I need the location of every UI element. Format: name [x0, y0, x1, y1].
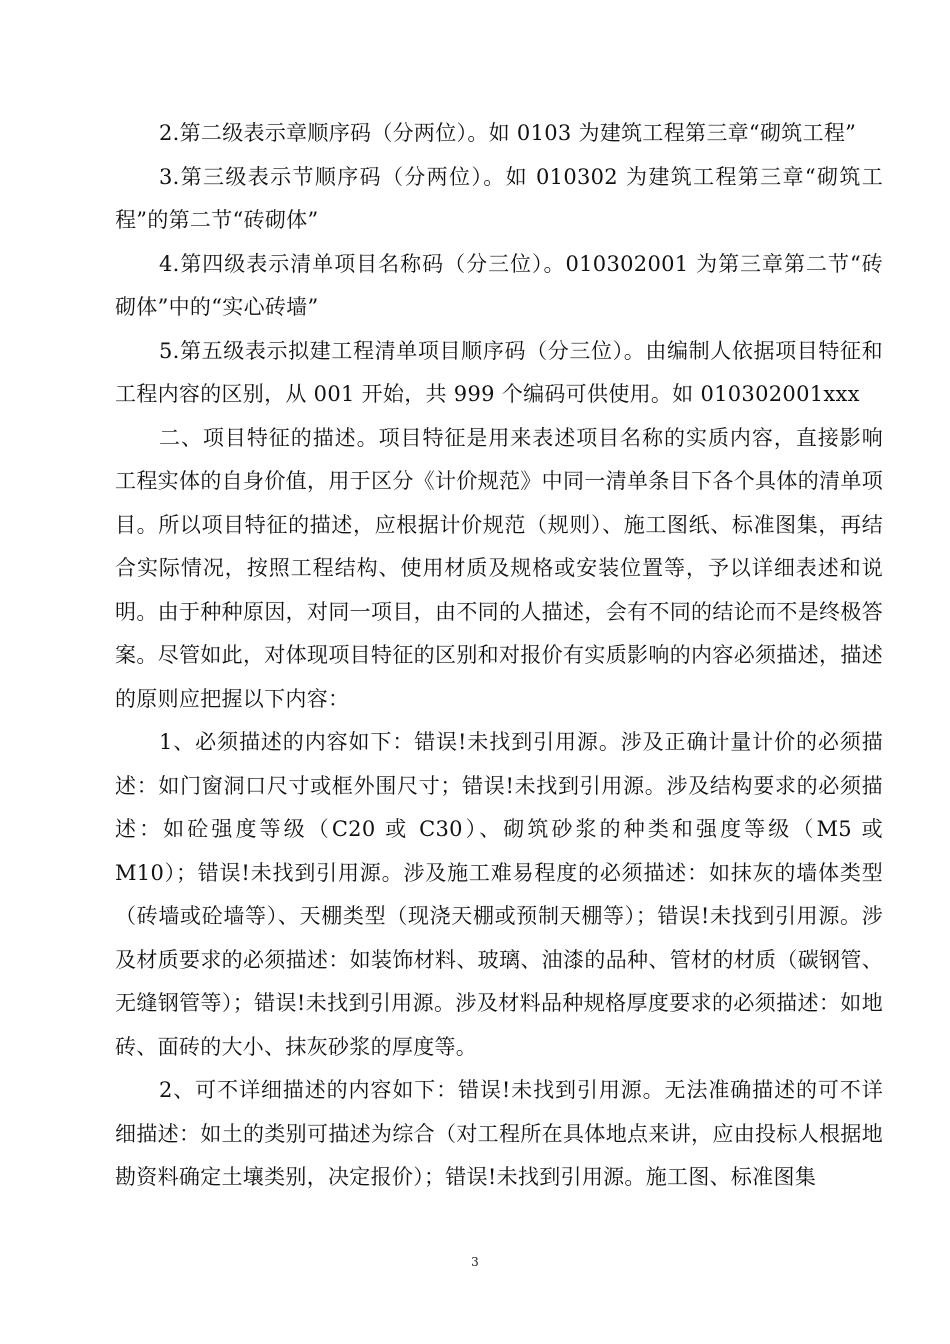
paragraph-optional-describe: 2、可不详细描述的内容如下：错误!未找到引用源。无法准确描述的可不详细描述：如土的类别可描述为综合（对工程所在具体地点来讲，应由投标人根据地勘资料确定土壤类别，决定报价）；错误!未找到引用源。施工图、标准图集 [115, 1078, 883, 1189]
paragraph-level-2-code: 2.第二级表示章顺序码（分两位）。如 0103 为建筑工程第三章“砌筑工程” [159, 121, 857, 145]
paragraph-level-3-code: 3.第三级表示节顺序码（分两位）。如 010302 为建筑工程第三章“砌筑工程”的第二节“砖砌体” [115, 164, 883, 232]
paragraph-must-describe: 1、必须描述的内容如下：错误!未找到引用源。涉及正确计量计价的必须描述：如门窗洞口尺寸或框外围尺寸；错误!未找到引用源。涉及结构要求的必须描述：如砼强度等级（C20 或 C30）、砌筑砂浆的种类和强度等级（M5 或 M10）；错误!未找到引用源。涉及施工难易程度的必须描述：如抹灰的墙体类型（砖墙或砼墙等）、天棚类型（现浇天棚或预制天棚等）；错误!未找到引用源。涉及材质要求的必须描述：如装饰材料、玻璃、油漆的品种、管材的材质（碳钢管、无缝钢管等）；错误!未找到引用源。涉及材料品种规格厚度要求的必须描述：如地砖、面砖的大小、抹灰砂浆的厚度等。 [115, 730, 883, 1059]
paragraph-item-features: 二、项目特征的描述。项目特征是用来表述项目名称的实质内容，直接影响工程实体的自身价值，用于区分《计价规范》中同一清单条目下各个具体的清单项目。所以项目特征的描述，应根据计价规范（规则）、施工图纸、标准图集，再结合实际情况，按照工程结构、使用材质及规格或安装位置等，予以详细表述和说明。由于种种原因，对同一项目，由不同的人描述，会有不同的结论而不是终极答案。尽管如此，对体现项目特征的区别和对报价有实质影响的内容必须描述，描述的原则应把握以下内容： [115, 425, 883, 711]
paragraph-level-4-code: 4.第四级表示清单项目名称码（分三位）。010302001 为第三章第二节“砖砌体”中的“实心砖墙” [115, 251, 883, 319]
paragraph-level-5-code: 5.第五级表示拟建工程清单项目顺序码（分三位）。由编制人依据项目特征和工程内容的区别，从 001 开始，共 999 个编码可供使用。如 010302001xxx [115, 338, 883, 406]
document-body [115, 112, 883, 1200]
page-number: 3 [471, 1255, 479, 1269]
